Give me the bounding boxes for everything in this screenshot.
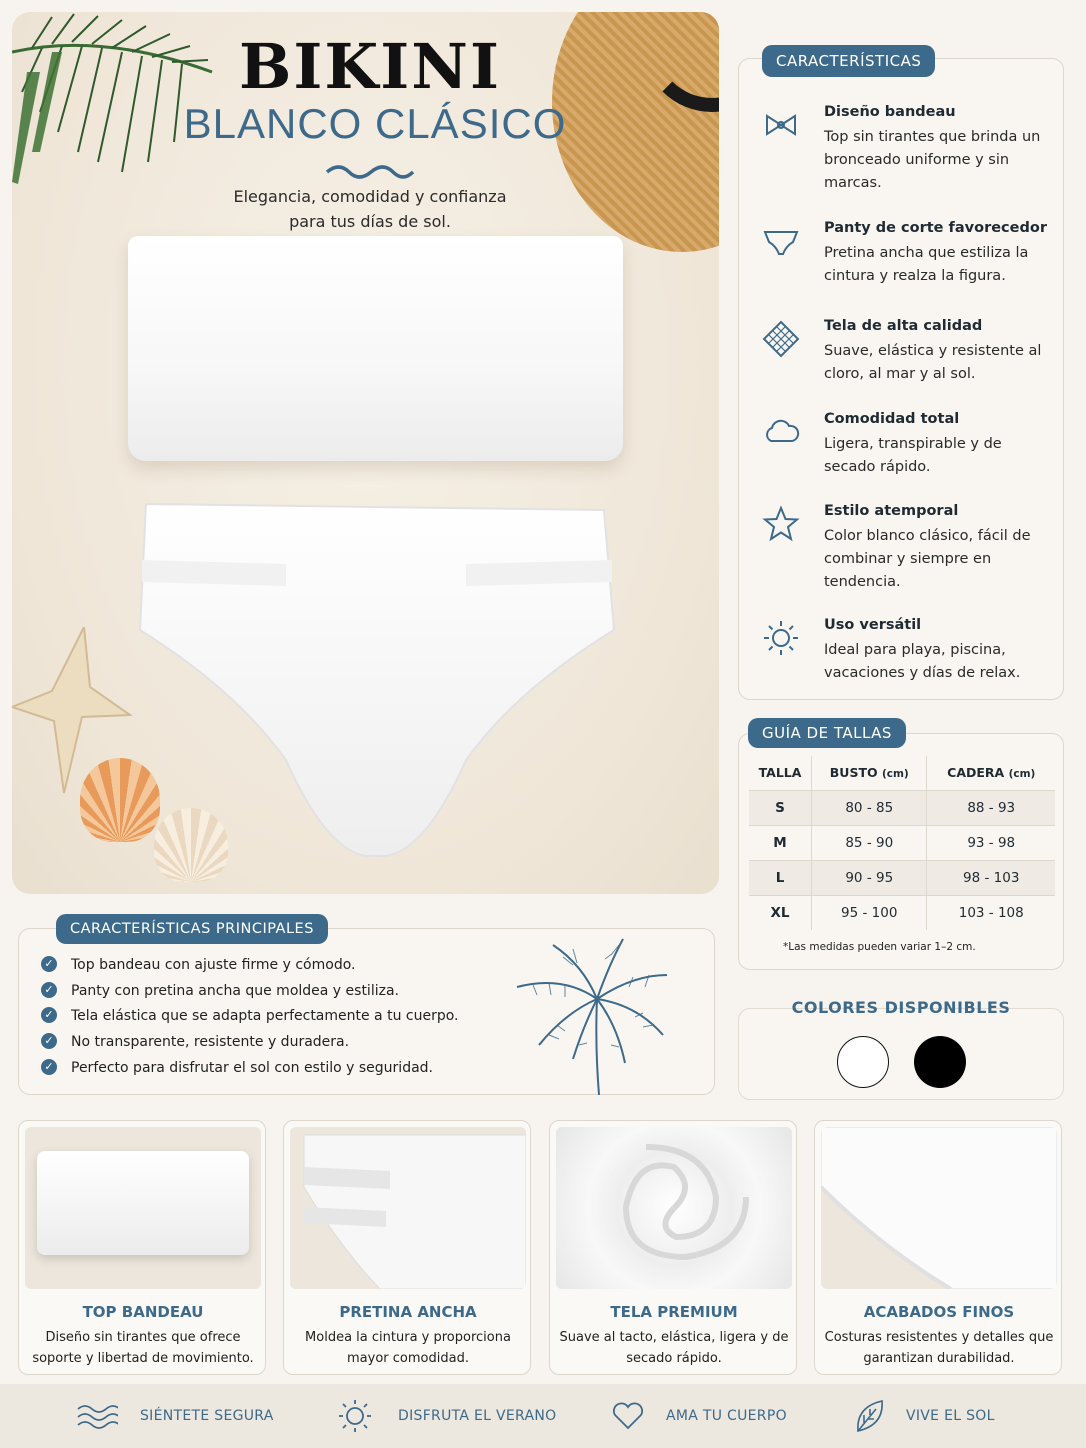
hero-subtitle: BLANCO CLÁSICO (183, 100, 567, 147)
card-desc: Diseño sin tirantes que ofrece soporte y libertad de movimiento. (32, 1330, 254, 1366)
footer-item: AMA TU CUERPO (612, 1398, 787, 1434)
bow-icon (762, 106, 800, 144)
detail-card (814, 1120, 1062, 1375)
list-item: ✓ Tela elástica que se adapta perfectamente a tu cuerpo. (41, 1006, 459, 1032)
panty-icon (762, 222, 800, 260)
color-swatch-black[interactable] (914, 1036, 966, 1088)
colors-heading: COLORES DISPONIBLES (791, 998, 1011, 1017)
card-title: ACABADOS FINOS (863, 1303, 1015, 1321)
list-item: ✓ Panty con pretina ancha que moldea y estiliza. (41, 981, 459, 1007)
features-heading: CARACTERÍSTICAS (762, 45, 935, 77)
hip-header: CADERA (cm) (927, 756, 1055, 790)
table-row: S 80 - 85 88 - 93 (749, 790, 1055, 825)
wave-divider (325, 160, 415, 180)
card-image-fabric (556, 1127, 792, 1289)
size-note: *Las medidas pueden variar 1–2 cm. (783, 941, 976, 953)
list-item: ✓ Perfecto para disfrutar el sol con estilo y seguridad. (41, 1058, 459, 1084)
footer-item: VIVE EL SOL (854, 1398, 995, 1434)
star-icon (762, 505, 800, 543)
leaf-icon (854, 1399, 884, 1433)
card-desc: Suave al tacto, elástica, ligera y de secado rápido. (559, 1330, 789, 1366)
footer-item: DISFRUTA EL VERANO (336, 1398, 556, 1434)
card-desc: Moldea la cintura y proporciona mayor comodidad. (305, 1330, 511, 1366)
check-icon: ✓ (41, 1059, 57, 1075)
list-item: ✓ Top bandeau con ajuste firme y cómodo. (41, 955, 459, 981)
check-icon: ✓ (41, 1033, 57, 1049)
fabric-icon (762, 320, 800, 358)
colors-panel (738, 1008, 1064, 1100)
card-image-waistband (290, 1127, 526, 1289)
card-image-finish (821, 1127, 1057, 1289)
sun-icon (762, 619, 800, 657)
detail-card (549, 1120, 797, 1375)
footer-item: SIÉNTETE SEGURA (76, 1398, 274, 1434)
card-title: PRETINA ANCHA (339, 1303, 477, 1321)
hero-image (12, 12, 719, 894)
color-swatch-white[interactable] (837, 1036, 889, 1088)
card-title: TELA PREMIUM (610, 1303, 738, 1321)
cloud-icon (762, 413, 800, 451)
bust-header: BUSTO (cm) (812, 756, 927, 790)
size-guide-panel (738, 733, 1064, 970)
heart-icon (612, 1401, 644, 1431)
waves-icon (76, 1401, 118, 1431)
detail-card (283, 1120, 531, 1375)
card-image-top (25, 1127, 261, 1289)
shell-decoration (154, 808, 228, 882)
hero-title: BIKINI (239, 30, 501, 103)
main-features-list (41, 955, 459, 1083)
card-title: TOP BANDEAU (82, 1303, 204, 1321)
palm-tree-icon (513, 935, 673, 1095)
shell-decoration (80, 758, 160, 842)
size-guide-heading: GUÍA DE TALLAS (748, 718, 906, 748)
bikini-top-image (128, 236, 623, 461)
check-icon: ✓ (41, 956, 57, 972)
table-row: L 90 - 95 98 - 103 (749, 860, 1055, 895)
check-icon: ✓ (41, 1007, 57, 1023)
detail-card (18, 1120, 266, 1375)
check-icon: ✓ (41, 982, 57, 998)
sun-icon (336, 1398, 374, 1434)
footer-bar (0, 1384, 1086, 1448)
table-row: XL 95 - 100 103 - 108 (749, 895, 1055, 930)
table-row: M 85 - 90 93 - 98 (749, 825, 1055, 860)
list-item: ✓ No transparente, resistente y duradera. (41, 1032, 459, 1058)
size-table (749, 756, 1055, 930)
size-header: TALLA (758, 765, 802, 781)
card-desc: Costuras resistentes y detalles que garantizan durabilidad. (824, 1330, 1054, 1366)
hero-tagline: Elegancia, comodidad y confianza para tus días de sol. (233, 187, 507, 231)
main-features-panel (18, 928, 715, 1095)
main-features-heading: CARACTERÍSTICAS PRINCIPALES (56, 914, 328, 944)
